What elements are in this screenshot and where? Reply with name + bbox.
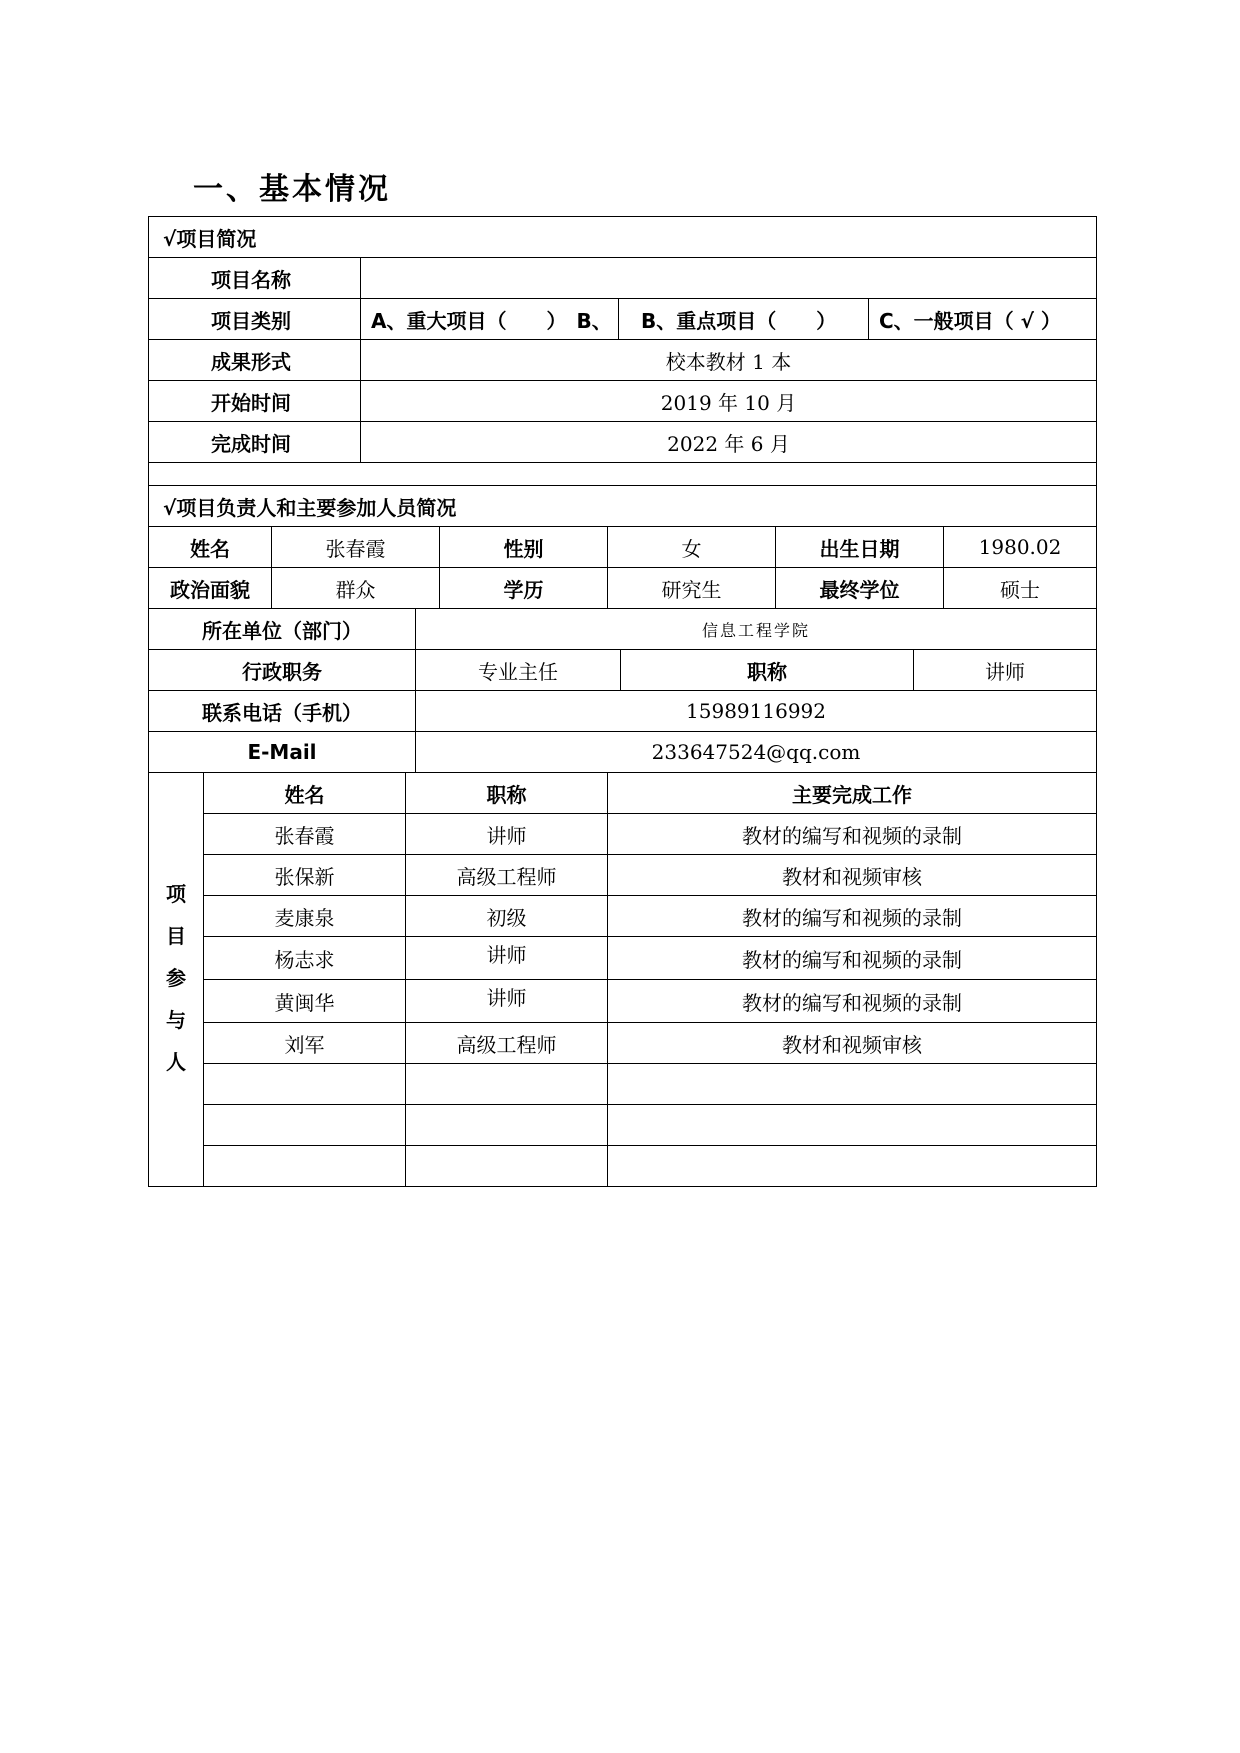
phone-label: 联系电话（手机）	[149, 691, 416, 732]
col-header-name: 姓名	[204, 773, 406, 814]
participant-work[interactable]: 教材和视频审核	[608, 1023, 1097, 1064]
participant-work[interactable]	[608, 1064, 1097, 1105]
phone-value[interactable]: 15989116992	[416, 691, 1097, 732]
participant-title[interactable]: 讲师	[406, 814, 608, 855]
gender-value[interactable]: 女	[608, 527, 776, 568]
end-time-label: 完成时间	[149, 422, 361, 463]
project-section-title: √项目简况	[149, 217, 1097, 258]
project-category-label: 项目类别	[149, 299, 361, 340]
birth-date-label: 出生日期	[776, 527, 944, 568]
participant-work[interactable]	[608, 1105, 1097, 1146]
table-row	[149, 1105, 1097, 1146]
col-header-work: 主要完成工作	[608, 773, 1097, 814]
education-label: 学历	[440, 568, 608, 609]
table-row	[149, 855, 1097, 896]
participant-name[interactable]	[204, 1146, 406, 1187]
participant-name[interactable]: 黄闽华	[204, 980, 406, 1023]
end-time-value[interactable]: 2022 年 6 月	[361, 422, 1097, 463]
job-title-value[interactable]: 讲师	[914, 650, 1097, 691]
category-option-c[interactable]: C、一般项目（ √ ）	[869, 299, 1097, 340]
side-char: 目	[166, 924, 186, 948]
participant-name[interactable]	[204, 1105, 406, 1146]
table-row	[149, 937, 1097, 980]
participant-work[interactable]: 教材的编写和视频的录制	[608, 980, 1097, 1023]
page-heading: 一、基本情况	[193, 172, 391, 207]
table-row	[149, 980, 1097, 1023]
project-overview-table	[148, 216, 1097, 527]
start-time-label: 开始时间	[149, 381, 361, 422]
side-char: 项	[166, 882, 186, 906]
degree-value[interactable]: 硕士	[944, 568, 1097, 609]
admin-post-value[interactable]: 专业主任	[416, 650, 621, 691]
participant-name[interactable]: 刘军	[204, 1023, 406, 1064]
category-option-a[interactable]: A、重大项目（ ） B、	[361, 299, 619, 340]
application-form	[148, 216, 1096, 1187]
project-name-value[interactable]	[361, 258, 1097, 299]
participant-name[interactable]: 张保新	[204, 855, 406, 896]
participant-name[interactable]: 麦康泉	[204, 896, 406, 937]
gender-label: 性别	[440, 527, 608, 568]
side-char: 参	[166, 966, 186, 990]
category-option-b[interactable]: B、重点项目（ ）	[619, 299, 869, 340]
table-row	[149, 896, 1097, 937]
table-row	[149, 1064, 1097, 1105]
participant-title[interactable]: 讲师	[406, 937, 608, 980]
participant-title[interactable]	[406, 1105, 608, 1146]
participant-title[interactable]	[406, 1064, 608, 1105]
degree-label: 最终学位	[776, 568, 944, 609]
participant-work[interactable]: 教材的编写和视频的录制	[608, 937, 1097, 980]
unit-label: 所在单位（部门）	[149, 609, 416, 650]
participant-title[interactable]: 初级	[406, 896, 608, 937]
job-title-label: 职称	[621, 650, 914, 691]
unit-value[interactable]: 信息工程学院	[416, 609, 1097, 650]
leader-section-title: √项目负责人和主要参加人员简况	[149, 486, 1097, 527]
participant-title[interactable]: 讲师	[406, 980, 608, 1023]
participant-name[interactable]: 杨志求	[204, 937, 406, 980]
participants-side-label	[149, 773, 204, 1187]
side-char: 与	[166, 1008, 186, 1032]
side-char: 人	[166, 1050, 186, 1074]
leader-name-label: 姓名	[149, 527, 272, 568]
participant-title[interactable]: 高级工程师	[406, 855, 608, 896]
start-time-value[interactable]: 2019 年 10 月	[361, 381, 1097, 422]
spacer-row	[149, 463, 1097, 486]
participant-name[interactable]	[204, 1064, 406, 1105]
participant-work[interactable]: 教材的编写和视频的录制	[608, 896, 1097, 937]
participant-title[interactable]: 高级工程师	[406, 1023, 608, 1064]
leader-info-table	[148, 527, 1097, 609]
table-row	[149, 1146, 1097, 1187]
politics-value[interactable]: 群众	[272, 568, 440, 609]
politics-label: 政治面貌	[149, 568, 272, 609]
table-row	[149, 814, 1097, 855]
birth-date-value[interactable]: 1980.02	[944, 527, 1097, 568]
email-label: E-Mail	[149, 732, 416, 773]
admin-post-label: 行政职务	[149, 650, 416, 691]
participant-work[interactable]: 教材和视频审核	[608, 855, 1097, 896]
leader-name-value[interactable]: 张春霞	[272, 527, 440, 568]
participant-title[interactable]	[406, 1146, 608, 1187]
participants-table	[148, 773, 1097, 1187]
leader-contact-table	[148, 609, 1097, 773]
education-value[interactable]: 研究生	[608, 568, 776, 609]
result-form-value[interactable]: 校本教材 1 本	[361, 340, 1097, 381]
result-form-label: 成果形式	[149, 340, 361, 381]
table-row	[149, 1023, 1097, 1064]
participant-work[interactable]: 教材的编写和视频的录制	[608, 814, 1097, 855]
participant-name[interactable]: 张春霞	[204, 814, 406, 855]
email-value[interactable]: 233647524@qq.com	[416, 732, 1097, 773]
col-header-title: 职称	[406, 773, 608, 814]
participant-work[interactable]	[608, 1146, 1097, 1187]
project-name-label: 项目名称	[149, 258, 361, 299]
